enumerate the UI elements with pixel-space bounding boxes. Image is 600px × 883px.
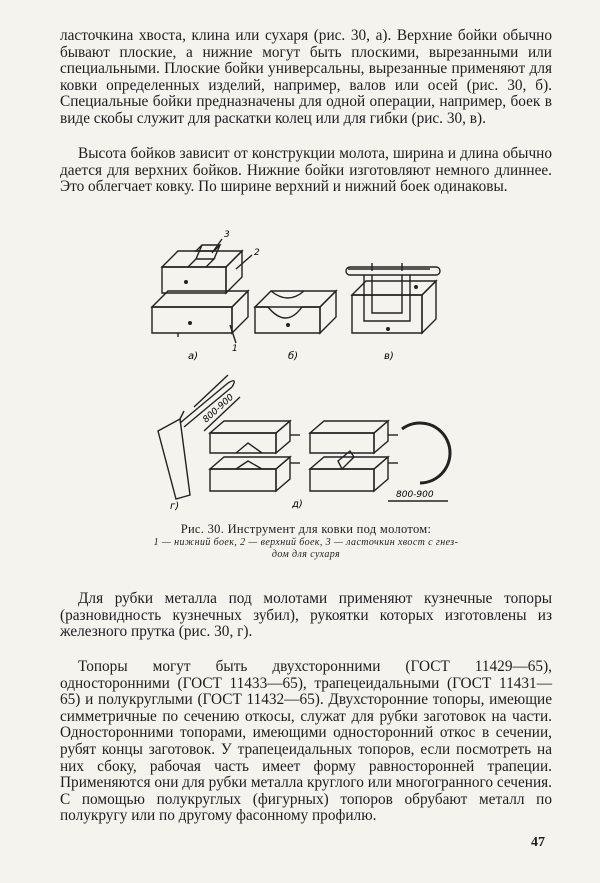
label-2: 2 <box>254 248 260 258</box>
label-g: г) <box>170 501 180 512</box>
label-3: 3 <box>224 230 230 240</box>
dimension-axe: 800-900 <box>201 392 236 426</box>
die-set-a <box>152 239 252 343</box>
figure-30 <box>140 225 480 515</box>
label-1: 1 <box>232 344 238 354</box>
caption-legend-line-1: 1 — нижний боек, 2 — верхний боек, 3 — ласточкин хвост с гнез- <box>153 537 459 548</box>
dimension-ring: 800-900 <box>396 490 434 500</box>
paragraph-2: Высота бойков зависит от конструкции молота, ширина и длина обычно дается для верхних бойков. Нижние бойки изготовляют немного длиннее. Это облегчает ковку. По ширине верхний и нижний боек одинаковы. <box>60 145 552 196</box>
caption-legend-line-2: дом для сухаря <box>271 549 341 560</box>
die-set-d <box>210 421 450 501</box>
caption-title: Рис. 30. Инструмент для ковки под молотом: <box>180 522 432 536</box>
page-number: 47 <box>531 835 545 850</box>
label-b: б) <box>288 351 299 362</box>
label-v: в) <box>384 351 394 362</box>
die-b <box>255 291 336 333</box>
die-v <box>346 263 440 333</box>
paragraph-1: ласточкина хвоста, клина или сухаря (рис. 30, а). Верхние бойки обычно бывают плоские, а нижние могут быть плоскими, вырезанными или специальными. Плоские бойки универсальны, вырезанные применяют для ковки определенных изделий, например, валов или осей (рис. 30, б). Специальные бойки предназначены для одной операции, например, боек в виде скобы служит для раскатки колец или для гибки (рис. 30, в). <box>60 27 552 127</box>
label-d: д) <box>292 499 303 510</box>
paragraph-4: Топоры могут быть двухсторонними (ГОСТ 11429—65), односторонними (ГОСТ 11433—65), трапецеидальными (ГОСТ 11431—65) и полукруглыми (ГОСТ 11432—65). Двухсторонние топоры, имеющие симметричные по сечению откосы, служат для рубки заготовок на части. Односторонними топорами, имеющими односторонний откос в сечении, рубят концы заготовок. У трапецеидальных топоров, если посмотреть на них сбоку, рабочая часть имеет форму равносторонней трапеции. Применяются они для рубки металла круглого или многогранного сечения. С помощью полукруглых (фигурных) топоров обрубают металл по полукругу или по другому фасонному профилю. <box>60 658 552 825</box>
paragraph-3: Для рубки металла под молотами применяют кузнечные топоры (разновидность кузнечных зубил), рукоятки которых изготовлены из железного прутка (рис. 30, г). <box>60 590 552 641</box>
figure-caption <box>60 522 552 561</box>
figure-30-drawing <box>140 225 480 515</box>
label-a: а) <box>188 351 199 362</box>
